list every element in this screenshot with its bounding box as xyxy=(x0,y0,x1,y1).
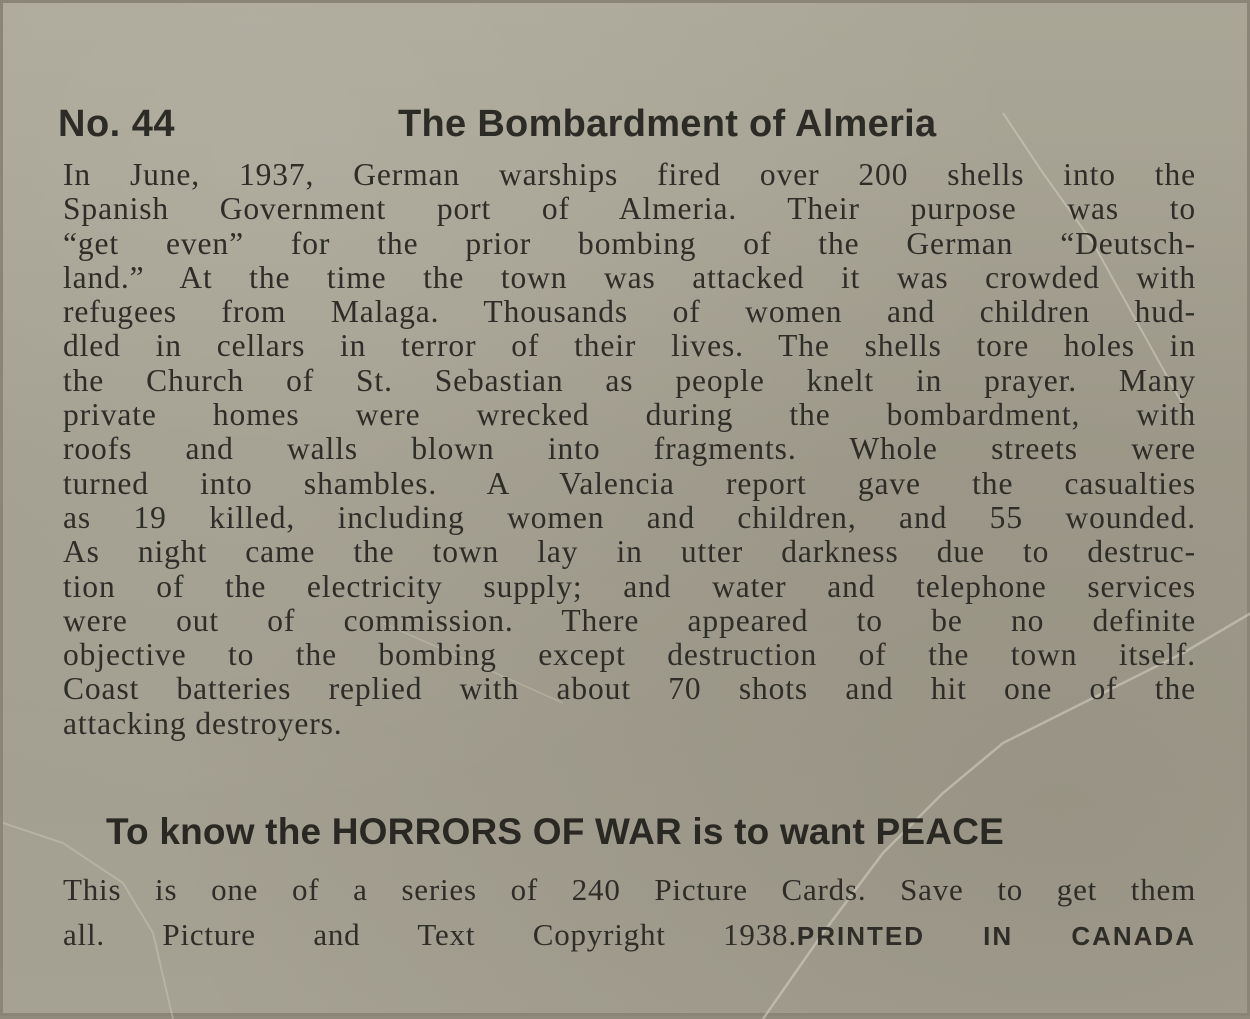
card-description xyxy=(63,158,1196,741)
card-footer xyxy=(63,867,1196,959)
description-line: attacking destroyers. xyxy=(63,705,343,741)
card-header xyxy=(58,103,1198,153)
description-line: In June, 1937, German warships fired over 200 shells into the xyxy=(63,157,1196,192)
copyright-text: all. Picture and Text Copyright 1938. xyxy=(63,917,797,952)
description-line: Coast batteries replied with about 70 shots and hit one of the xyxy=(63,671,1196,707)
description-line: land.” At the time the town was attacked it was crowded with xyxy=(63,259,1196,295)
description-line: tion of the electricity supply; and water and telephone services xyxy=(63,568,1196,604)
series-note: This is one of a series of 240 Picture Cards. Save to get them xyxy=(63,872,1196,907)
description-line: As night came the town lay in utter darkness due to destruc- xyxy=(63,534,1196,570)
printed-in-label: PRINTED IN CANADA xyxy=(796,921,1196,951)
description-line: objective to the bombing except destruction of the town itself. xyxy=(63,637,1196,673)
slogan: To know the HORRORS OF WAR is to want PEACE xyxy=(106,811,1004,852)
description-line: refugees from Malaga. Thousands of women and children hud- xyxy=(63,294,1196,330)
description-line: were out of commission. There appeared to be no definite xyxy=(63,602,1196,638)
description-line: turned into shambles. A Valencia report gave the casualties xyxy=(63,465,1196,501)
card-title: The Bombardment of Almeria xyxy=(398,103,937,145)
description-line: as 19 killed, including women and children, and 55 wounded. xyxy=(63,499,1196,535)
description-line: roofs and walls blown into fragments. Whole streets were xyxy=(63,431,1196,467)
description-line: private homes were wrecked during the bombardment, with xyxy=(63,397,1196,433)
description-line: “get even” for the prior bombing of the German “Deutsch- xyxy=(63,225,1196,261)
description-line: Spanish Government port of Almeria. Their purpose was to xyxy=(63,191,1196,227)
card-number: No. 44 xyxy=(58,103,176,145)
description-line: dled in cellars in terror of their lives. The shells tore holes in xyxy=(63,328,1196,364)
copyright-line xyxy=(63,912,1196,959)
description-line: the Church of St. Sebastian as people knelt in prayer. Many xyxy=(63,362,1196,398)
